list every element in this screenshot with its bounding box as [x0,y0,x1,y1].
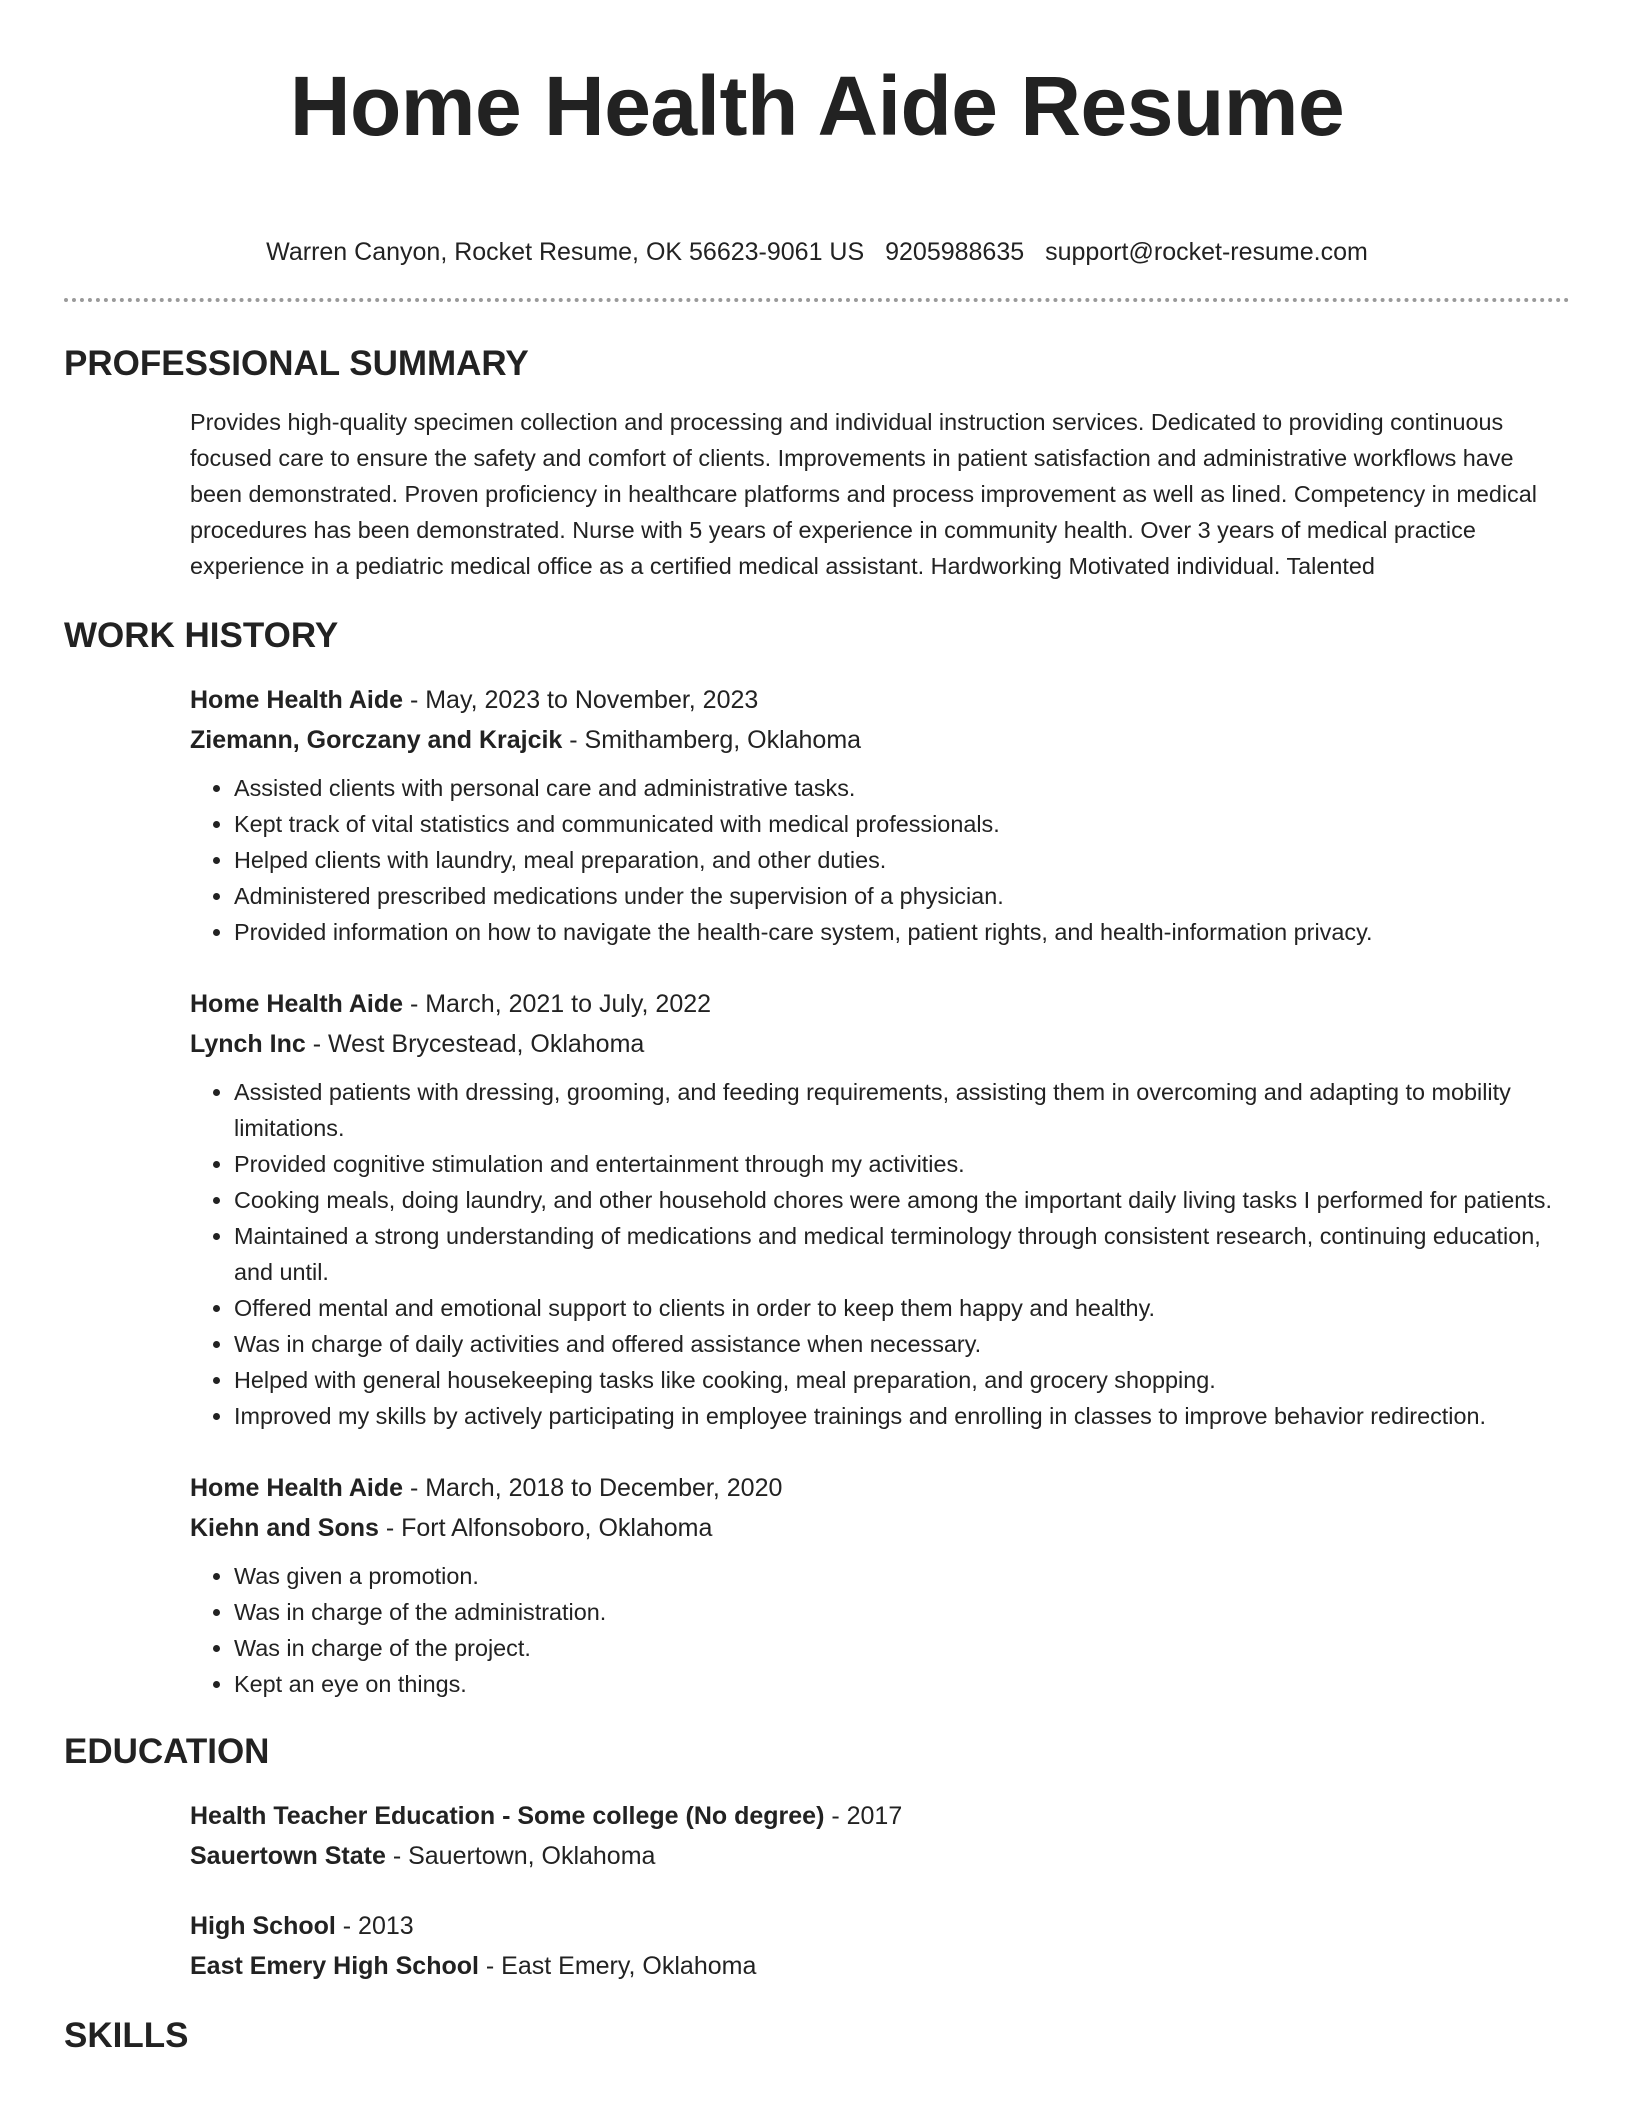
resume-page [64,0,1570,2058]
job-dates: - March, 2018 to December, 2020 [403,1474,783,1502]
summary-heading: PROFESSIONAL SUMMARY [64,344,529,383]
job-bullet: • Kept track of vital statistics and communicated with medical professionals. [234,806,1570,842]
job-bullet: • Provided cognitive stimulation and entertainment through my activities. [234,1146,1570,1182]
job-bullet: • Assisted clients with personal care and administrative tasks. [234,770,1570,806]
job-1-bullets [190,770,1570,950]
education-location: - East Emery, Oklahoma [478,1952,757,1980]
education-degree: High School [190,1912,336,1940]
job-title-line [190,680,1570,720]
job-bullet: • Cooking meals, doing laundry, and other household chores were among the important daily living tasks I performed for patients. [234,1182,1570,1218]
job-bullet: • Offered mental and emotional support to clients in order to keep them happy and healthy. [234,1290,1570,1326]
job-bullet: • Was in charge of daily activities and offered assistance when necessary. [234,1326,1570,1362]
job-bullet: • Was given a promotion. [234,1558,1570,1594]
contact-line [64,234,1570,270]
job-bullet: • Was in charge of the project. [234,1630,1570,1666]
job-bullet: • Improved my skills by actively participating in employee trainings and enrolling in classes to improve behavior redirection. [234,1398,1570,1434]
education-entry-2 [190,1906,1570,1986]
job-location: - Smithamberg, Oklahoma [562,726,862,754]
job-bullet: • Helped with general housekeeping tasks like cooking, meal preparation, and grocery shopping. [234,1362,1570,1398]
job-location: - West Brycestead, Oklahoma [305,1030,645,1058]
education-school: Sauertown State [190,1842,386,1870]
job-entry-1 [190,680,1570,760]
job-location: - Fort Alfonsoboro, Oklahoma [378,1514,713,1542]
education-entry-1 [190,1796,1570,1876]
job-2-bullets [190,1074,1570,1434]
education-degree: Health Teacher Education - Some college (No degree) [190,1802,825,1830]
contact-address: Warren Canyon, Rocket Resume, OK 56623-9061 US [266,238,865,266]
job-title-line [190,984,1570,1024]
job-company-line [190,1024,1570,1064]
job-company-line [190,720,1570,760]
education-year: - 2017 [824,1802,903,1830]
contact-phone: 9205988635 [885,238,1025,266]
job-bullet: • Administered prescribed medications under the supervision of a physician. [234,878,1570,914]
job-3-bullets [190,1558,1570,1702]
skills-heading: SKILLS [64,2016,189,2055]
job-bullet: • Helped clients with laundry, meal preparation, and other duties. [234,842,1570,878]
job-company: Lynch Inc [190,1030,306,1058]
job-company: Ziemann, Gorczany and Krajcik [190,726,563,754]
education-location: - Sauertown, Oklahoma [385,1842,656,1870]
job-title: Home Health Aide [190,1474,404,1502]
header-divider [64,298,1570,302]
job-title: Home Health Aide [190,990,404,1018]
work-history-heading: WORK HISTORY [64,616,339,655]
job-bullet: • Assisted patients with dressing, grooming, and feeding requirements, assisting them in overcoming and adapting to mobility limitations. [234,1074,1570,1146]
job-bullet: • Kept an eye on things. [234,1666,1570,1702]
education-heading: EDUCATION [64,1732,270,1771]
education-school-line [190,1946,1570,1986]
job-dates: - March, 2021 to July, 2022 [403,990,712,1018]
education-school-line [190,1836,1570,1876]
job-bullet: • Maintained a strong understanding of medications and medical terminology through consistent research, continuing education, and until. [234,1218,1570,1290]
education-degree-line [190,1796,1570,1836]
job-title-line [190,1468,1570,1508]
education-degree-line [190,1906,1570,1946]
contact-email: support@rocket-resume.com [1045,238,1368,266]
job-bullet: • Provided information on how to navigate the health-care system, patient rights, and health-information privacy. [234,914,1570,950]
job-entry-3 [190,1468,1570,1548]
job-title: Home Health Aide [190,686,404,714]
education-year: - 2013 [335,1912,414,1940]
education-school: East Emery High School [190,1952,479,1980]
job-company: Kiehn and Sons [190,1514,379,1542]
job-company-line [190,1508,1570,1548]
job-entry-2 [190,984,1570,1064]
job-dates: - May, 2023 to November, 2023 [403,686,759,714]
resume-title: Home Health Aide Resume [289,59,1345,153]
job-bullet: • Was in charge of the administration. [234,1594,1570,1630]
summary-text: Provides high-quality specimen collection and processing and individual instruction services. Dedicated to providing continuous focused care to ensure the safety and comfort of clients. Improvements in patient satisfaction and administrative workflows have been demonstrated. Proven proficiency in healthcare platforms and process improvement as well as lined. Competency in medical procedures has been demonstrated. Nurse with 5 years of experience in community health. Over 3 years of medical practice experience in a pediatric medical office as a certified medical assistant. Hardworking Motivated individual. Talented [190,409,1537,579]
